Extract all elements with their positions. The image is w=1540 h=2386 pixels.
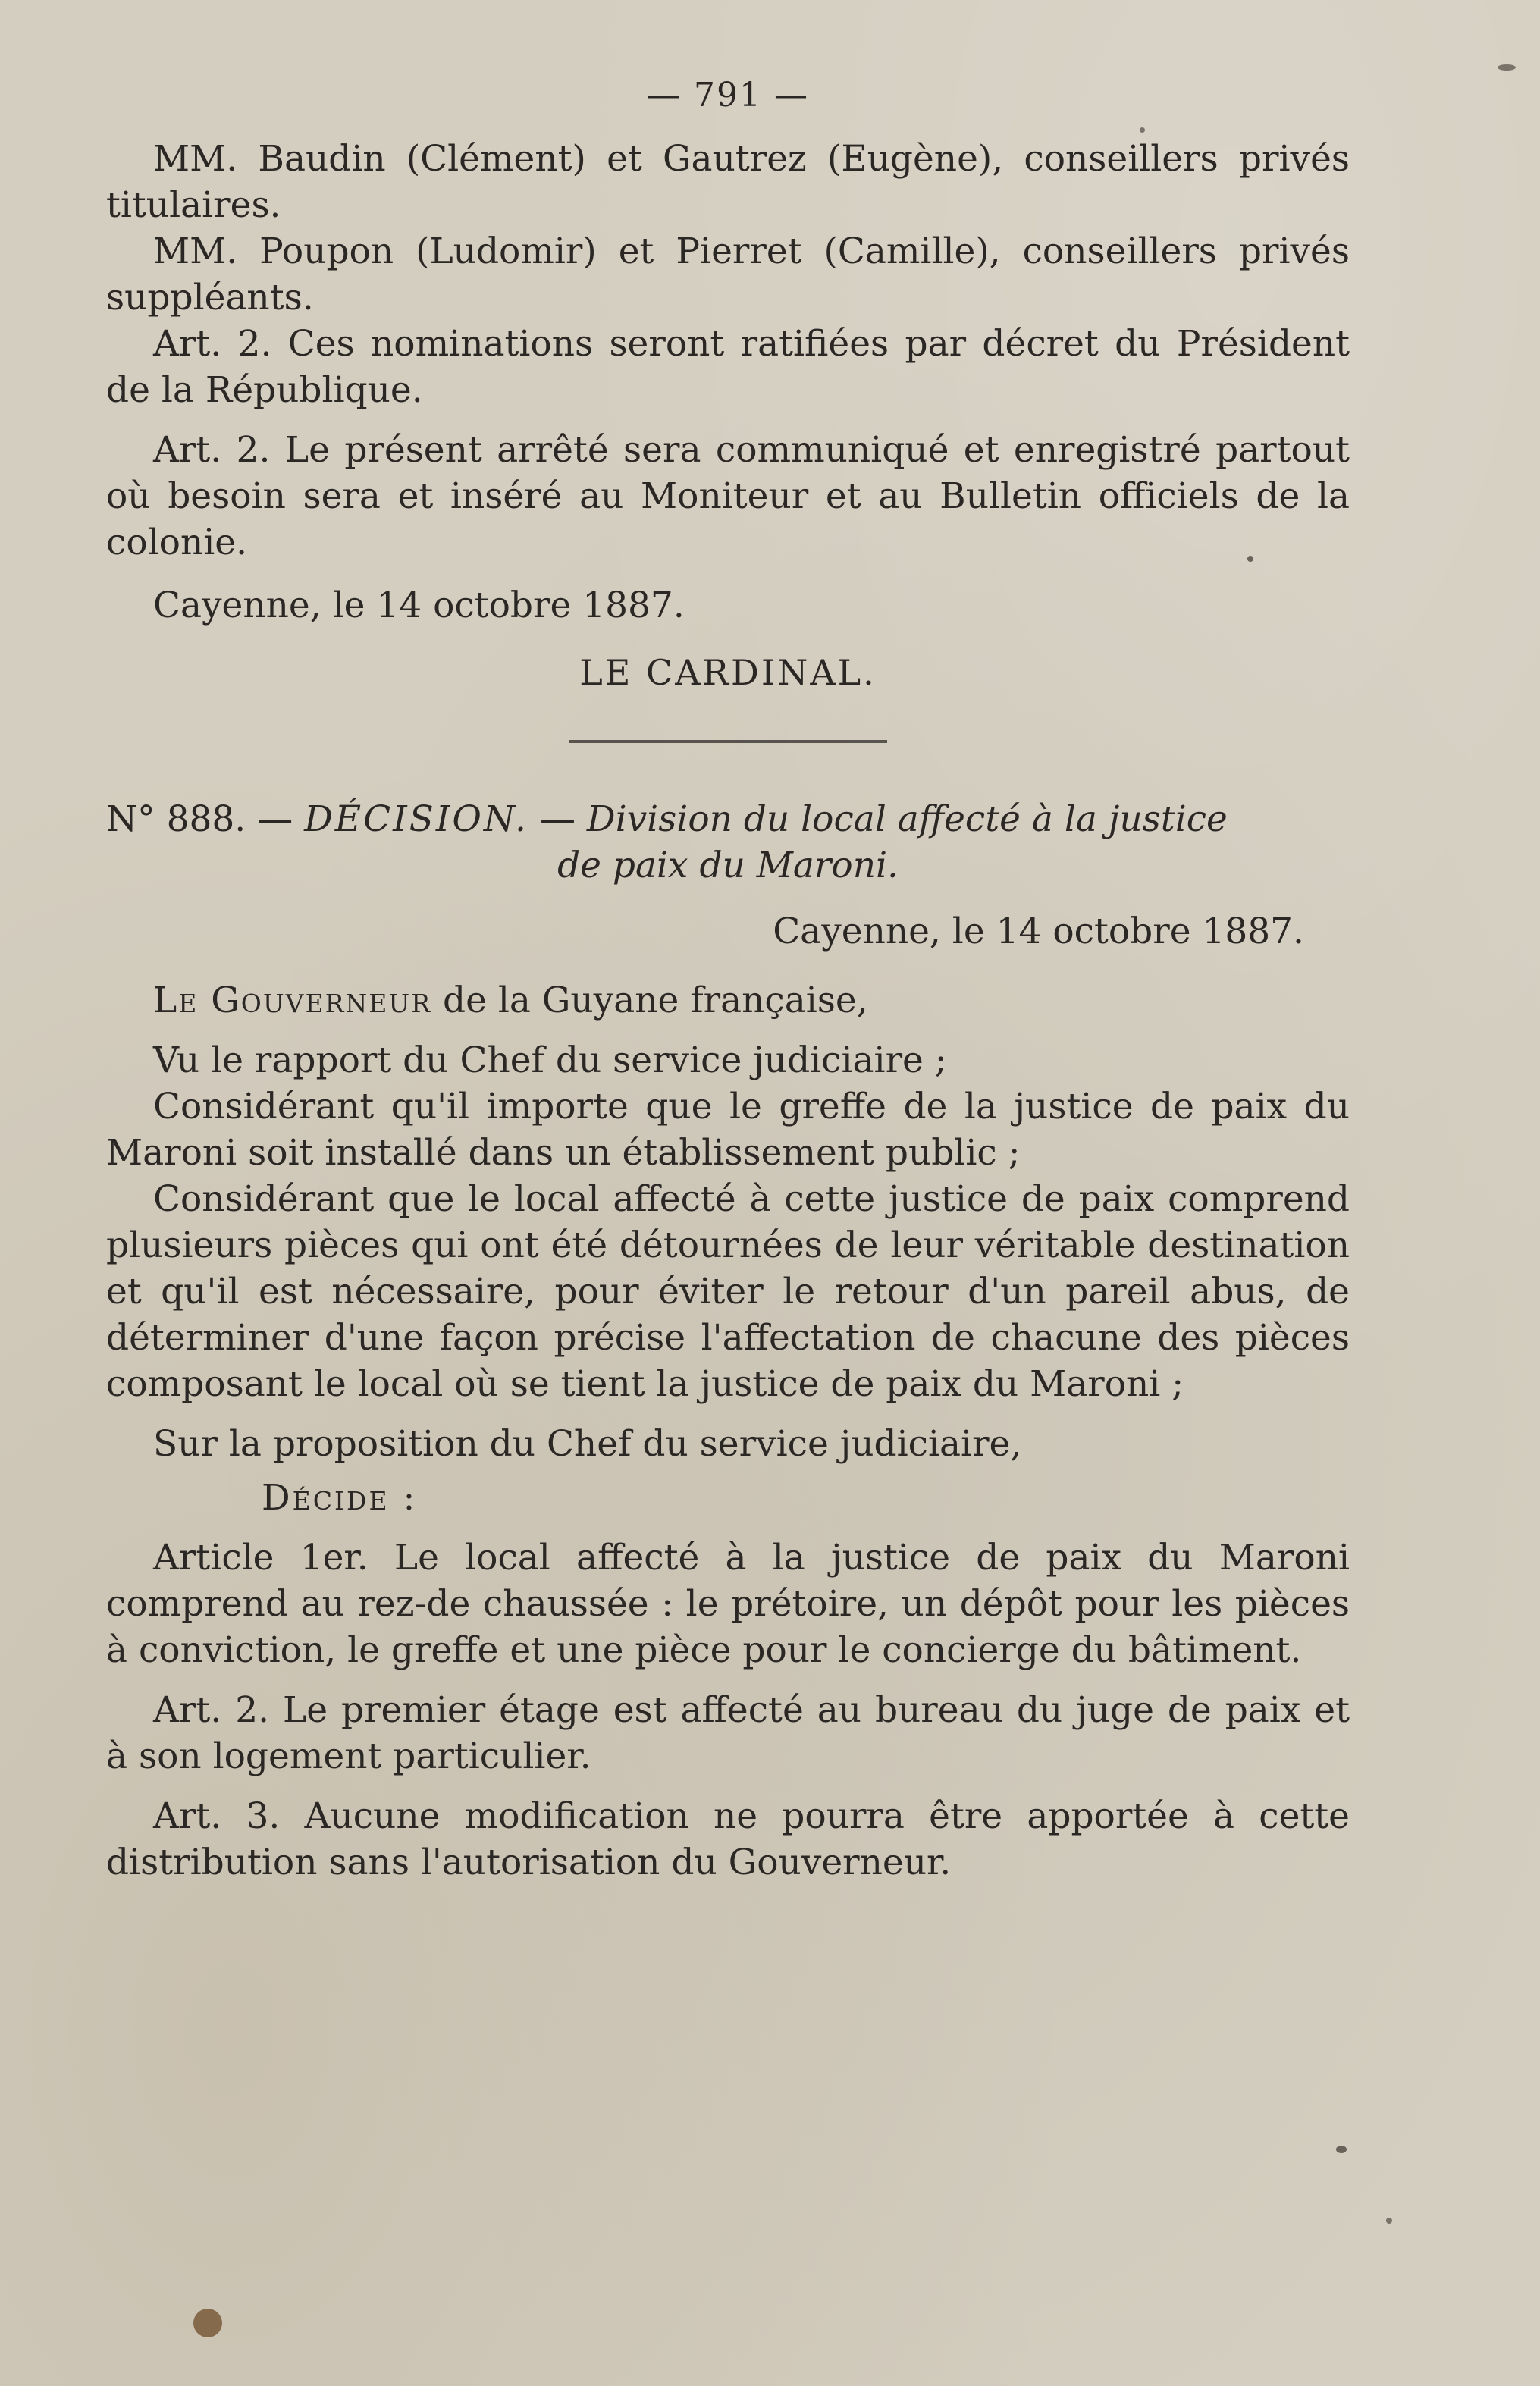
paragraph-titulaires: MM. Baudin (Clément) et Gautrez (Eugène), conseillers privés titulaires.: [106, 138, 1350, 226]
decision-title: DÉCISION.: [304, 798, 528, 840]
paragraph-article-2: Art. 2. Le premier étage est affecté au bureau du juge de paix et à son logement particulier.: [106, 1689, 1350, 1777]
page-number: — 791 —: [647, 76, 809, 114]
decision-subject-line1: Division du local affecté à la justice: [586, 798, 1228, 840]
paragraph-considerant-2: Considérant que le local affecté à cette justice de paix comprend plusieurs pièces qui ont été détournées de leur véritable destination et qu'il est nécessaire, pour éviter le retour d'un pareil abus, de déterminer d'une façon précise l'affectation de chacune des pièces composant le local où se tient la justice de paix du Maroni ;: [106, 1178, 1350, 1405]
decision-number: N° 888. —: [106, 798, 293, 840]
paragraph-proposition: Sur la proposition du Chef du service judiciaire,: [153, 1423, 1022, 1465]
paper-speck: [193, 2309, 222, 2337]
paragraph-suppleants: MM. Poupon (Ludomir) et Pierret (Camille), conseillers privés suppléants.: [106, 230, 1350, 318]
decision-heading: [106, 796, 1350, 889]
date-line-top: Cayenne, le 14 octobre 1887.: [153, 585, 685, 626]
decision-subject-line2: de paix du Maroni.: [557, 845, 899, 886]
paper-speck: [1247, 556, 1253, 562]
decision-date: Cayenne, le 14 octobre 1887.: [773, 911, 1304, 952]
governor-title: Le Gouverneur: [153, 980, 432, 1021]
signature: LE CARDINAL.: [579, 652, 877, 693]
paragraph-vu: Vu le rapport du Chef du service judiciaire ;: [153, 1039, 947, 1081]
governor-rest: de la Guyane française,: [443, 980, 868, 1021]
decide-heading: Décide :: [262, 1477, 418, 1519]
paper-speck: [1336, 2146, 1347, 2153]
page-content: [106, 76, 1350, 1886]
paragraph-article-1: Article 1er. Le local affecté à la justice de paix du Maroni comprend au rez-de chaussée : le prétoire, un dépôt pour les pièces à conviction, le greffe et une pièce pour le concierge du bâtiment.: [106, 1537, 1350, 1671]
paragraph-considerant-1: Considérant qu'il importe que le greffe de la justice de paix du Maroni soit installé dans un établissement public ;: [106, 1086, 1350, 1174]
governor-line: [106, 977, 1350, 1024]
decision-dash: —: [539, 798, 576, 840]
section-divider: [569, 740, 887, 743]
paragraph-article-2-ratification: Art. 2. Ces nominations seront ratifiées par décret du Président de la République.: [106, 323, 1350, 411]
paragraph-article-2-communication: Art. 2. Le présent arrêté sera communiqué et enregistré partout où besoin sera et inséré au Moniteur et au Bulletin officiels de la colonie.: [106, 429, 1350, 563]
paragraph-article-3: Art. 3. Aucune modification ne pourra être apportée à cette distribution sans l'autorisation du Gouverneur.: [106, 1795, 1350, 1883]
paper-speck: [1386, 2218, 1392, 2224]
paper-speck: [1498, 64, 1516, 71]
paper-speck: [1140, 127, 1145, 133]
